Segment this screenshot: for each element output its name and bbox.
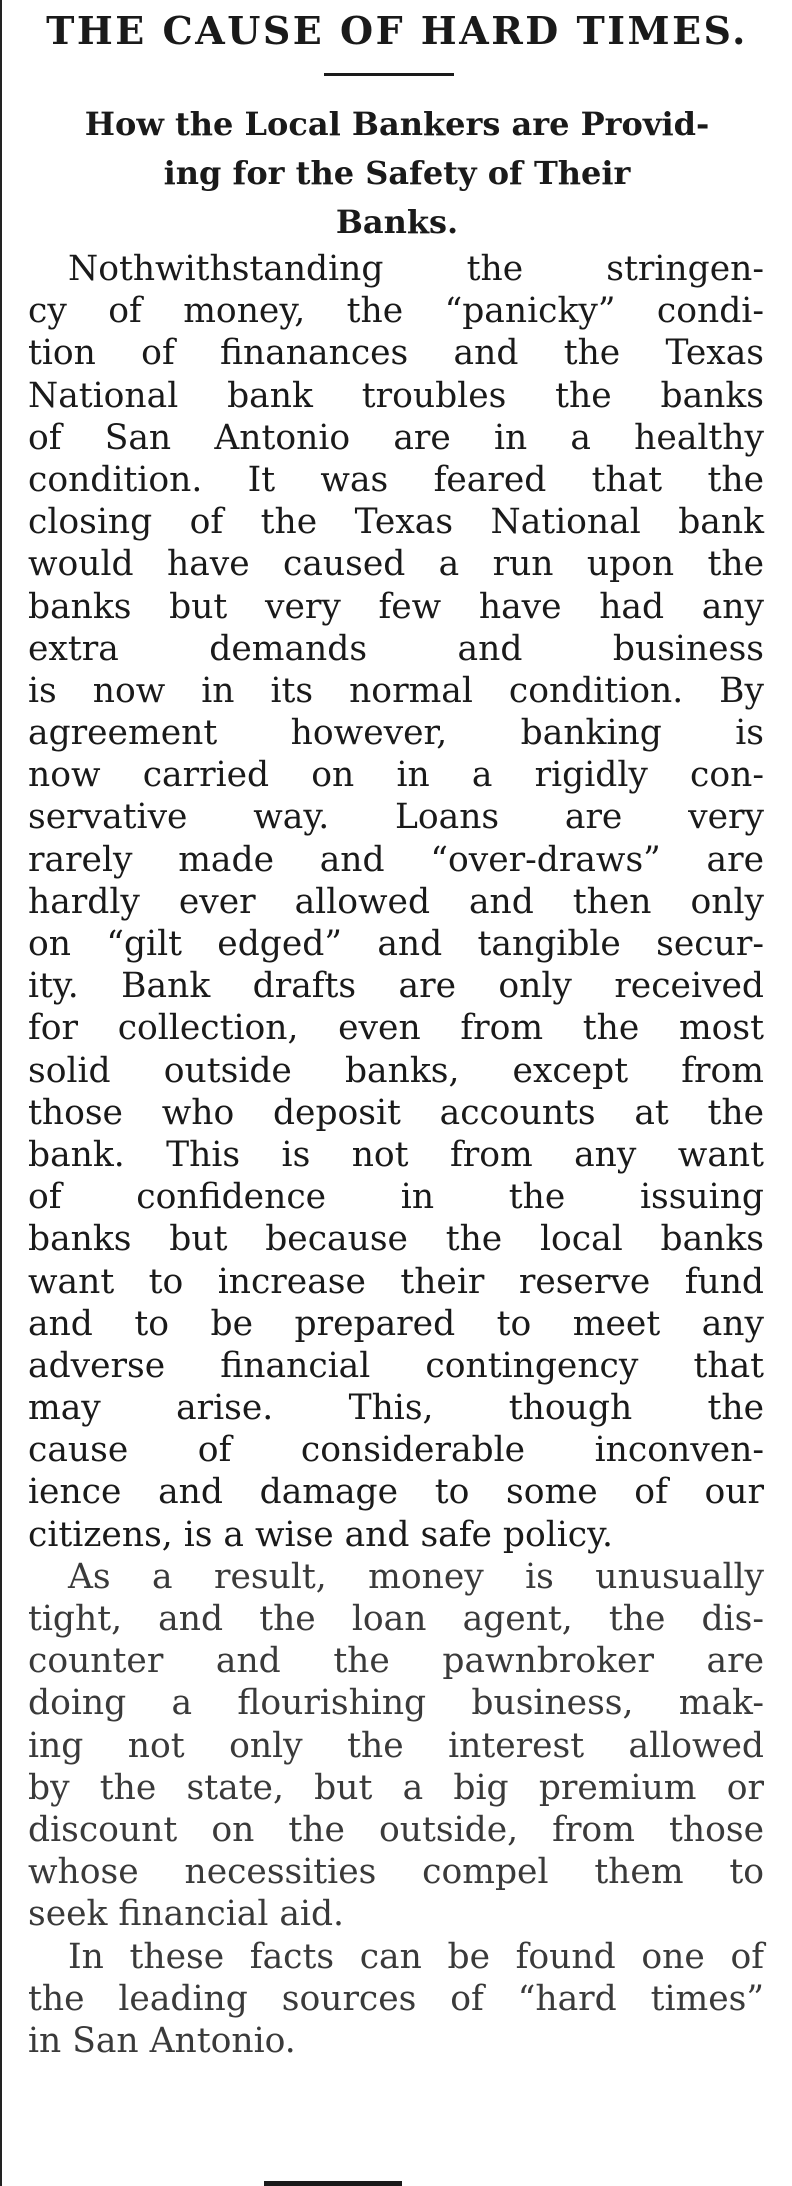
text-line: rarely made and “over-draws” are [28, 839, 764, 880]
text-line: on “gilt edged” and tangible secur- [28, 924, 764, 964]
text-line: those who deposit accounts at the [28, 1092, 764, 1133]
headline-divider [324, 73, 454, 76]
text-line: counter and the pawnbroker are [28, 1641, 764, 1682]
text-line: servative way. Loans are very [28, 797, 764, 838]
paragraph [28, 1556, 764, 1936]
text-line: adverse financial contingency that [28, 1345, 764, 1386]
text-line: cause of considerable inconven- [28, 1430, 764, 1471]
text-line: cy of money, the “panicky” condi- [28, 291, 764, 332]
text-line: ience and damage to some of our [28, 1472, 764, 1513]
text-line: for collection, even from the most [28, 1008, 764, 1049]
text-line: condition. It was feared that the [28, 459, 764, 500]
article-subheadline [28, 100, 766, 247]
text-line: solid outside banks, except from [28, 1050, 764, 1091]
text-line: National bank troubles the banks [28, 375, 764, 416]
text-line: banks but very few have had any [28, 586, 764, 627]
bottom-divider [264, 2181, 402, 2186]
article-body [28, 248, 764, 2062]
text-line: tion of finanances and the Texas [28, 333, 764, 374]
text-line: citizens, is a wise and safe policy. [28, 1514, 613, 1555]
text-line: of San Antonio are in a healthy [28, 417, 764, 458]
text-line: hardly ever allowed and then only [28, 881, 764, 922]
text-line: tight, and the loan agent, the dis- [28, 1599, 764, 1639]
text-line: discount on the outside, from those [28, 1809, 764, 1850]
text-line: bank. This is not from any want [28, 1134, 764, 1175]
text-line: would have caused a run upon the [28, 544, 764, 585]
text-line: the leading sources of “hard times” [28, 1978, 764, 2019]
text-line: extra demands and business [28, 628, 764, 669]
text-line: ing not only the interest allowed [28, 1725, 764, 1766]
text-line: Nothwithstanding the stringen- [68, 249, 764, 289]
text-line: want to increase their reserve fund [28, 1261, 764, 1302]
text-line: ity. Bank drafts are only received [28, 966, 764, 1007]
text-line: now carried on in a rigidly con- [28, 755, 764, 796]
text-line: may arise. This, though the [28, 1388, 764, 1429]
text-line: in San Antonio. [28, 2020, 296, 2061]
subheadline-line: ing for the Safety of Their [163, 154, 631, 192]
subheadline-line: How the Local Bankers are Provid- [84, 105, 710, 143]
text-line: banks but because the local banks [28, 1219, 764, 1260]
text-line: In these facts can be found one of [68, 1936, 764, 1977]
text-line: of confidence in the issuing [28, 1177, 764, 1218]
text-line: As a result, money is unusually [68, 1556, 764, 1597]
text-line: is now in its normal condition. By [28, 670, 764, 711]
text-line: and to be prepared to meet any [28, 1303, 764, 1344]
paragraph [28, 248, 764, 1556]
paragraph [28, 1936, 764, 2063]
text-line: doing a flourishing business, mak- [28, 1683, 764, 1724]
subheadline-line: Banks. [335, 203, 459, 241]
text-line: by the state, but a big premium or [28, 1767, 764, 1808]
text-line: closing of the Texas National bank [28, 502, 764, 543]
article-headline: THE CAUSE OF HARD TIMES. [46, 8, 748, 53]
text-line: seek financial aid. [28, 1894, 345, 1935]
text-line: agreement however, banking is [28, 713, 764, 754]
text-line: whose necessities compel them to [28, 1852, 764, 1893]
